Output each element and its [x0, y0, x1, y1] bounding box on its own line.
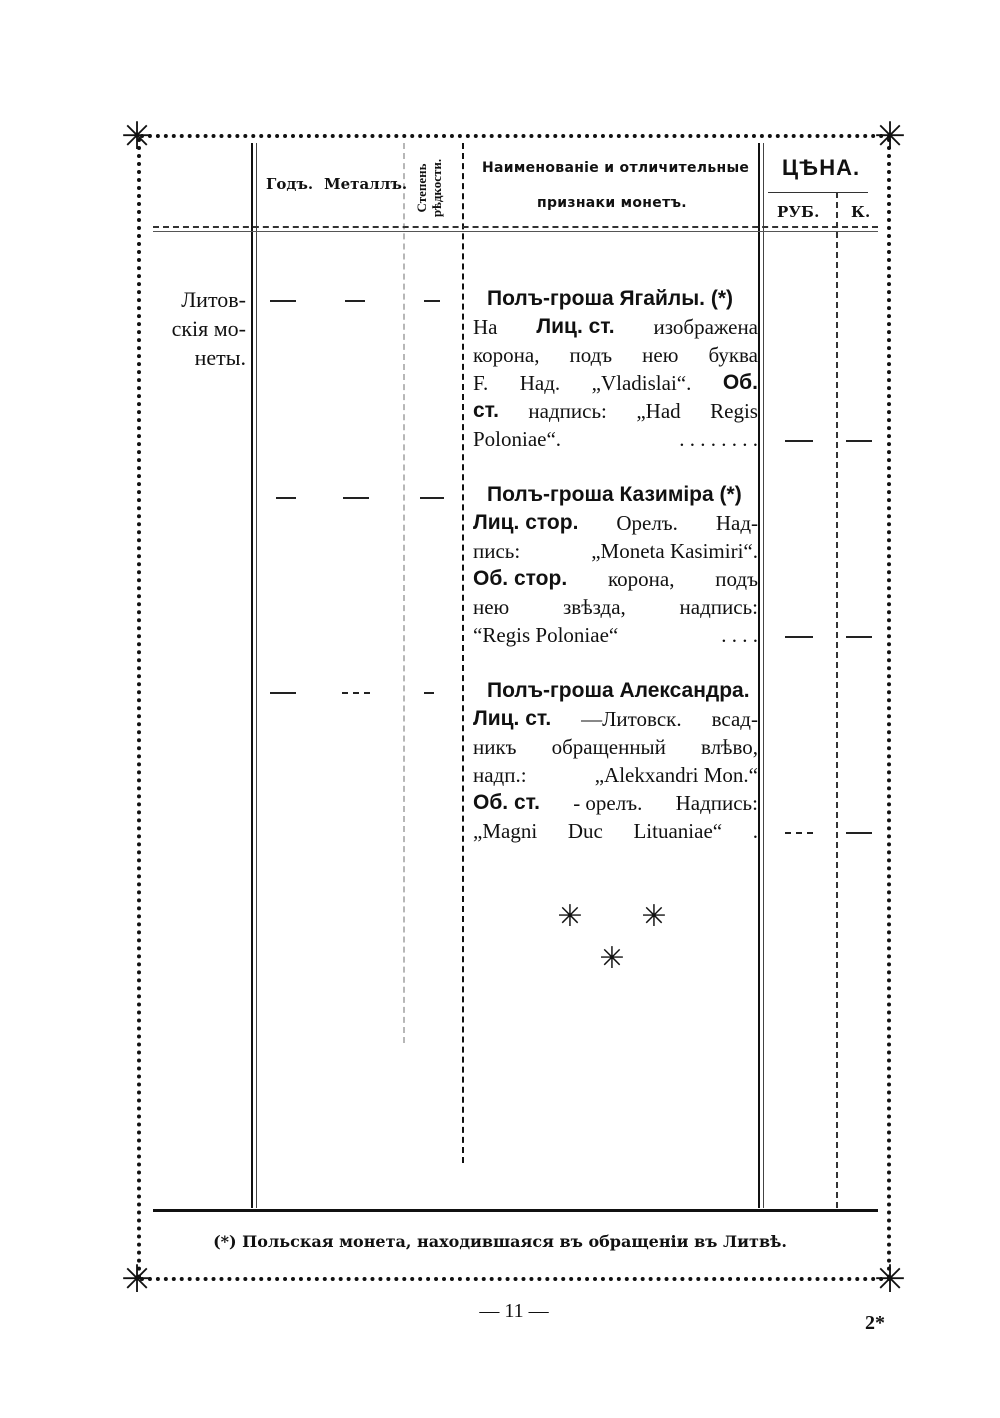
coin-line: На Лиц. ст. изображена — [473, 315, 758, 339]
empty-cell-dash — [785, 832, 813, 834]
coin-title: Полъ-гроша Александра. — [487, 679, 750, 702]
empty-cell-dash — [270, 300, 296, 302]
frame-right-border — [887, 138, 891, 1280]
column-rule — [256, 143, 257, 1208]
header-name-line2: признаки монетъ. — [537, 195, 687, 211]
empty-cell-dash — [785, 636, 813, 638]
empty-cell-dash — [345, 300, 365, 302]
header-price: ЦѢНА. — [782, 155, 861, 180]
empty-cell-dash — [424, 300, 440, 302]
price-subheader-rule — [768, 192, 868, 193]
empty-cell-dash — [342, 692, 370, 694]
page-number: — 11 — — [479, 1300, 549, 1322]
coin-title: Полъ-гроша Казиміра (*) — [487, 483, 742, 506]
column-rule — [836, 192, 838, 1208]
header-rule — [153, 231, 878, 232]
coin-line: “Regis Poloniae“ . . . . — [473, 623, 758, 647]
empty-cell-dash — [270, 692, 296, 694]
coin-line: нею звѣзда, надпись: — [473, 595, 758, 619]
empty-cell-dash — [276, 497, 296, 499]
header-kopecks: К. — [851, 203, 871, 221]
region-label: Литов- скія мо- неты. — [171, 287, 246, 370]
coin-line: Об. ст. - орелъ. Надпись: — [473, 791, 758, 815]
column-rule — [763, 143, 764, 1208]
empty-cell-dash — [343, 497, 369, 499]
corner-ornament-icon: ✳ — [874, 114, 906, 158]
coin-line: Лиц. стор. Орелъ. Над- — [473, 511, 758, 535]
asterism-star-icon: ✳ — [557, 899, 583, 934]
header-rarity: Степень рѣдкости. — [414, 158, 444, 218]
coin-line: Об. стор. корона, подъ — [473, 567, 758, 591]
header-metal: Металлъ. — [324, 175, 408, 193]
corner-ornament-icon: ✳ — [874, 1257, 906, 1301]
column-rule — [758, 143, 760, 1208]
frame-top-border — [140, 134, 892, 138]
asterism-star-icon: ✳ — [641, 899, 667, 934]
header-rubles: РУБ. — [777, 203, 820, 221]
coin-line: „Magni Duc Lituaniae“ . — [473, 819, 758, 843]
empty-cell-dash — [846, 832, 872, 834]
footnote-rule — [153, 1209, 878, 1212]
coin-entry-alexander — [473, 677, 758, 845]
column-rule — [462, 143, 464, 1163]
empty-cell-dash — [420, 497, 444, 499]
coin-line: ст. надпись: „Had Regis — [473, 399, 758, 423]
coin-line: пись: „Moneta Kasimiri“. — [473, 539, 758, 563]
coin-line: Poloniae“. . . . . . . . . — [473, 427, 758, 451]
coin-entry-jagiello — [473, 285, 758, 453]
header-year: Годъ. — [266, 175, 314, 193]
coin-line: надп.: „Alekxandri Mon.“ — [473, 763, 758, 787]
footnote: (*) Польская монета, находившаяся въ обращеніи въ Литвѣ. — [213, 1232, 787, 1251]
coin-line: Лиц. ст. —Литовск. всад- — [473, 707, 758, 731]
corner-ornament-icon: ✳ — [121, 1257, 153, 1301]
header-rule — [153, 226, 878, 228]
coin-line: F. Над. „Vladislai“. Об. — [473, 371, 758, 395]
empty-cell-dash — [424, 692, 434, 694]
frame-left-border — [137, 138, 141, 1280]
signature-mark: 2* — [865, 1312, 885, 1334]
coin-line: корона, подъ нею буква — [473, 343, 758, 367]
frame-bottom-border — [140, 1277, 892, 1281]
corner-ornament-icon: ✳ — [121, 114, 153, 158]
coin-entry-casimir — [473, 481, 758, 649]
coin-line: никъ обращенный влѣво, — [473, 735, 758, 759]
empty-cell-dash — [846, 440, 872, 442]
header-name-line1: Наименованіе и отличительные — [482, 160, 750, 176]
empty-cell-dash — [846, 636, 872, 638]
empty-cell-dash — [785, 440, 813, 442]
column-rule — [251, 143, 253, 1208]
column-rule — [403, 143, 405, 1043]
asterism-star-icon: ✳ — [599, 941, 625, 976]
coin-title: Полъ-гроша Ягайлы. (*) — [487, 287, 733, 310]
